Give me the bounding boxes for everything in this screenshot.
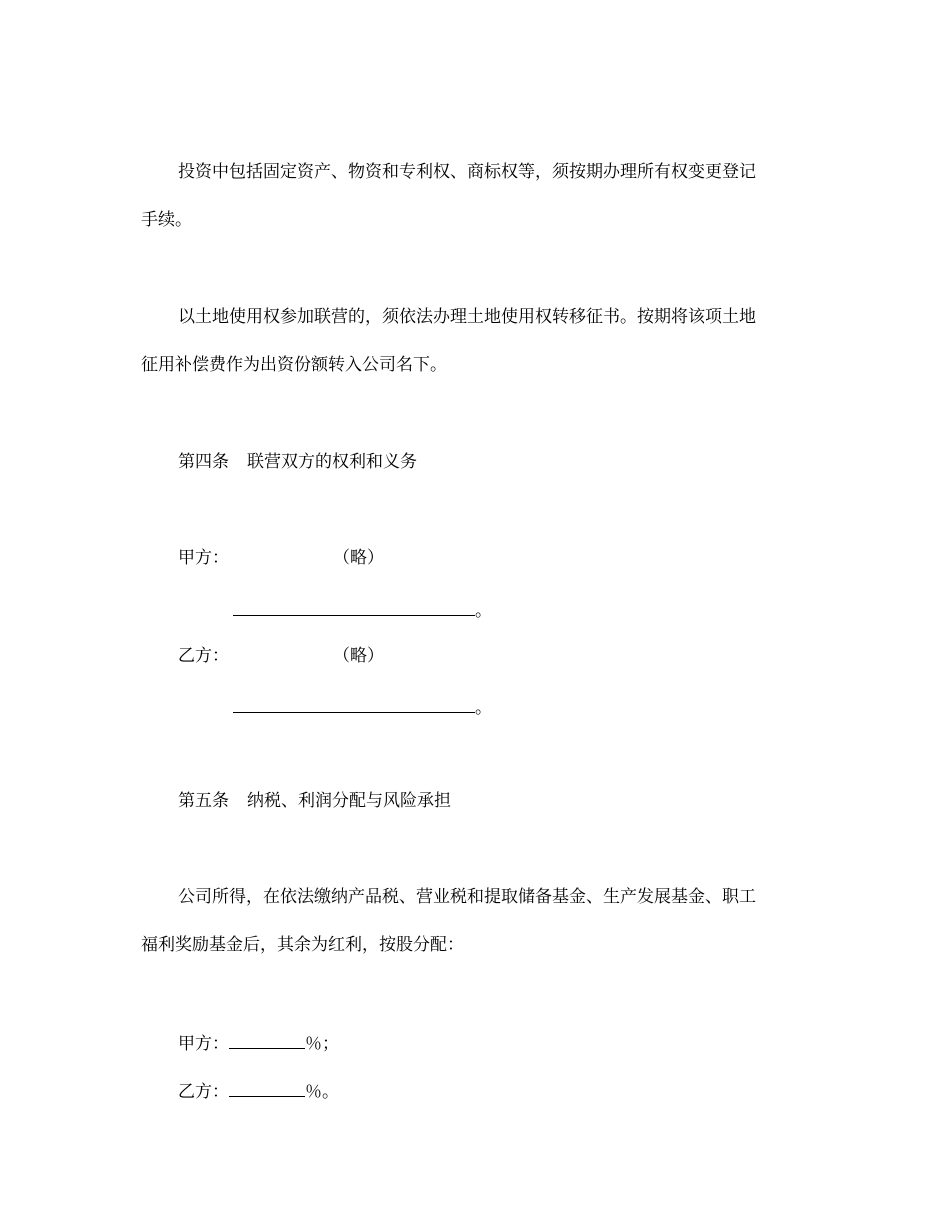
share-party-b-suffix: ％。: [305, 1082, 339, 1102]
rights-party-b-period: 。: [475, 698, 492, 718]
share-party-a: [178, 1031, 339, 1055]
rights-party-a-period: 。: [475, 601, 492, 621]
fill-in-blank: [233, 695, 475, 713]
rights-party-b-blank-line: [233, 695, 492, 719]
paragraph-1-line-2: 手续。: [141, 210, 192, 230]
paragraph-2-line-1: 以土地使用权参加联营的，须依法办理土地使用权转移征书。按期将该项土地: [178, 307, 756, 327]
rights-party-b-note: （略）: [333, 646, 384, 666]
share-party-b-blank: [229, 1079, 305, 1097]
rights-party-a-note: （略）: [333, 548, 384, 568]
share-party-a-label: 甲方：: [178, 1034, 229, 1054]
article-4-number: 第四条: [178, 452, 229, 472]
rights-party-a-blank-line: [233, 598, 492, 622]
fill-in-blank: [233, 598, 475, 616]
share-party-b: [178, 1079, 339, 1103]
article-5-number: 第五条: [178, 791, 229, 811]
article-5-heading: [178, 790, 451, 812]
article-5-title: 纳税、利润分配与风险承担: [247, 791, 451, 811]
share-party-a-suffix: ％；: [305, 1034, 339, 1054]
share-party-b-label: 乙方：: [178, 1082, 229, 1102]
paragraph-2-line-2: 征用补偿费作为出资份额转入公司名下。: [141, 355, 447, 375]
rights-party-a-label: 甲方：: [178, 548, 229, 568]
article-4-heading: [178, 451, 417, 473]
rights-party-b-label: 乙方：: [178, 646, 229, 666]
paragraph-3-line-2: 福利奖励基金后，其余为红利，按股分配：: [141, 935, 464, 955]
article-4-title: 联营双方的权利和义务: [247, 452, 417, 472]
share-party-a-blank: [229, 1031, 305, 1049]
paragraph-3-line-1: 公司所得，在依法缴纳产品税、营业税和提取储备基金、生产发展基金、职工: [178, 887, 756, 907]
paragraph-1-line-1: 投资中包括固定资产、物资和专利权、商标权等，须按期办理所有权变更登记: [178, 162, 756, 182]
